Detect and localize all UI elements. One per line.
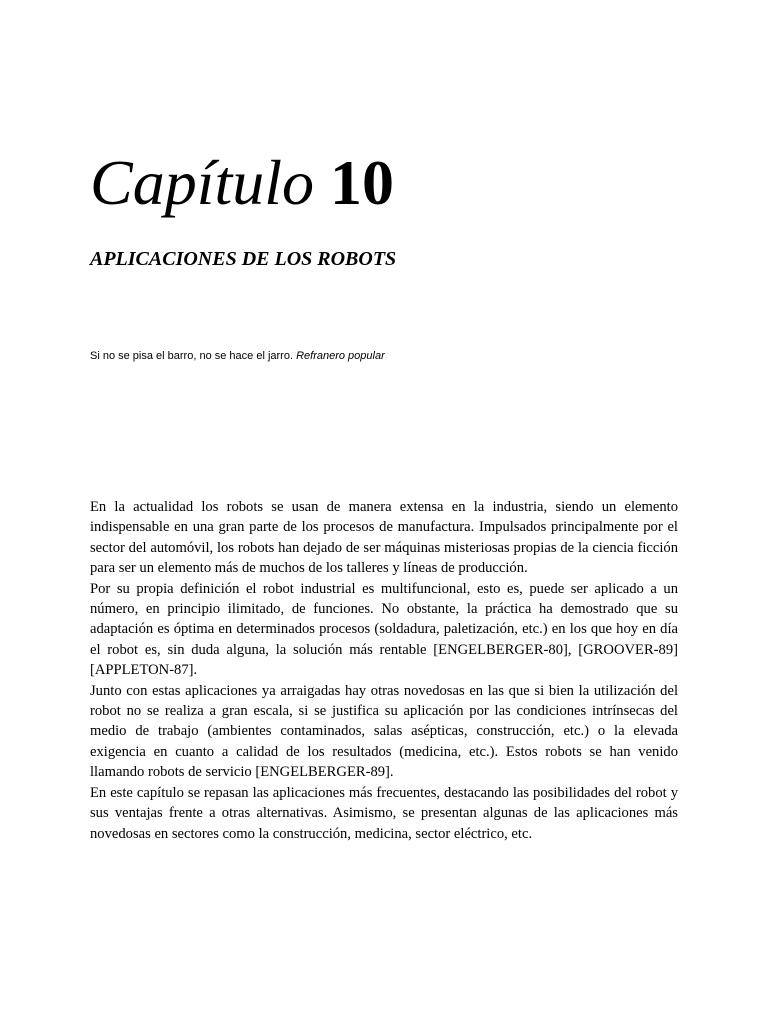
- body-text: [90, 497, 678, 844]
- epigraph-source: Refranero popular: [296, 350, 385, 362]
- epigraph: [90, 349, 385, 363]
- paragraph-4: En este capítulo se repasan las aplicaciones más frecuentes, destacando las posibilidades del robot y sus ventajas frente a otras alternativas. Asimismo, se presentan algunas de las aplicaciones más novedosas en sectores como la construcción, medicina, sector eléctrico, etc.: [90, 784, 678, 842]
- paragraph-3: Junto con estas aplicaciones ya arraigadas hay otras novedosas en las que si bien la utilización del robot no se realiza a gran escala, si se justifica su aplicación por las condiciones intrínsecas del medio de trabajo (ambientes contaminados, salas asépticas, construcción, etc.) o la elevada exigencia en cuanto a calidad de los resultados (medicina, etc.). Estos robots se han venido llamando robots de servicio [ENGELBERGER-89].: [90, 682, 678, 781]
- chapter-heading: [90, 145, 394, 221]
- epigraph-quote: Si no se pisa el barro, no se hace el jarro.: [90, 350, 294, 362]
- section-title: APLICACIONES DE LOS ROBOTS: [90, 248, 397, 270]
- chapter-number: 10: [330, 147, 395, 218]
- chapter-label: Capítulo: [90, 147, 331, 218]
- paragraph-1: En la actualidad los robots se usan de manera extensa en la industria, siendo un elemento indispensable en una gran parte de los procesos de manufactura. Impulsados principalmente por el sector del automóvil, los robots han dejado de ser máquinas misteriosas propias de la ciencia ficción para ser un elemento más de muchos de los talleres y líneas de producción.: [90, 499, 678, 577]
- paragraph-2: Por su propia definición el robot industrial es multifuncional, esto es, puede ser aplicado a un número, en principio ilimitado, de funciones. No obstante, la práctica ha demostrado que su adaptación es óptima en determinados procesos (soldadura, paletización, etc.) en los que hoy en día el robot es, sin duda alguna, la solución más rentable [ENGELBERGER-80], [GROOVER-89] [APPLETON-87].: [90, 580, 678, 679]
